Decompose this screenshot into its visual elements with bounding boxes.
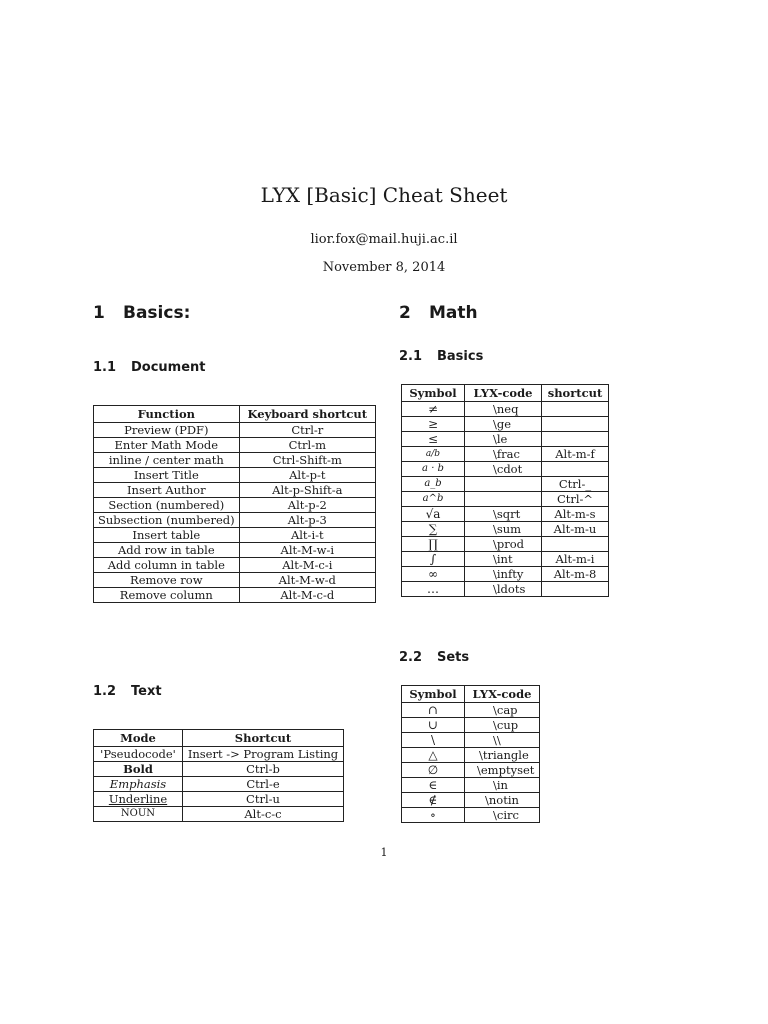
document-shortcuts-table bbox=[93, 405, 376, 603]
subsection-label: Document bbox=[131, 360, 206, 375]
code-cell: \neq bbox=[465, 402, 542, 417]
function-cell: Add column in table bbox=[94, 558, 240, 573]
shortcut-cell: Alt-m-f bbox=[542, 447, 609, 462]
code-cell: \notin bbox=[465, 793, 540, 808]
table-row bbox=[402, 462, 609, 477]
sets-table bbox=[401, 685, 540, 823]
table-row bbox=[94, 483, 376, 498]
code-cell: \prod bbox=[465, 537, 542, 552]
shortcut-cell bbox=[542, 402, 609, 417]
function-cell: Section (numbered) bbox=[94, 498, 240, 513]
table-row bbox=[402, 432, 609, 447]
table-row bbox=[402, 537, 609, 552]
table-row bbox=[94, 528, 376, 543]
function-cell: Remove column bbox=[94, 588, 240, 603]
table-header-row bbox=[402, 686, 540, 703]
subsection-number: 2.2 bbox=[399, 650, 423, 665]
shortcut-cell bbox=[542, 462, 609, 477]
code-cell: \cap bbox=[465, 703, 540, 718]
subsection-text-heading bbox=[93, 684, 162, 699]
table-row bbox=[402, 778, 540, 793]
shortcut-cell: Alt-M-c-i bbox=[239, 558, 375, 573]
symbol-cell: ≥ bbox=[402, 417, 465, 432]
code-cell: \ldots bbox=[465, 582, 542, 597]
subsection-math-basics-heading bbox=[399, 349, 483, 364]
function-cell: Insert table bbox=[94, 528, 240, 543]
mode-cell: Bold bbox=[94, 762, 183, 777]
function-cell: Insert Title bbox=[94, 468, 240, 483]
table-row bbox=[402, 402, 609, 417]
symbol-cell: … bbox=[402, 582, 465, 597]
subsection-label: Sets bbox=[437, 650, 470, 665]
code-cell: \infty bbox=[465, 567, 542, 582]
function-cell: Remove row bbox=[94, 573, 240, 588]
table-row bbox=[402, 477, 609, 492]
shortcut-cell: Alt-p-2 bbox=[239, 498, 375, 513]
shortcut-cell: Ctrl-b bbox=[183, 762, 344, 777]
table-row bbox=[402, 763, 540, 778]
table-row bbox=[94, 573, 376, 588]
column-header: Shortcut bbox=[183, 730, 344, 747]
page-number: 1 bbox=[380, 846, 388, 859]
section-label: Math bbox=[429, 303, 478, 323]
symbol-cell: ∘ bbox=[402, 808, 465, 823]
code-cell: \in bbox=[465, 778, 540, 793]
table-row bbox=[94, 588, 376, 603]
mode-cell: 'Pseudocode' bbox=[94, 747, 183, 762]
shortcut-cell: Alt-m-u bbox=[542, 522, 609, 537]
mode-cell: Underline bbox=[94, 792, 183, 807]
symbol-cell: ∞ bbox=[402, 567, 465, 582]
table-row bbox=[94, 543, 376, 558]
function-cell: Add row in table bbox=[94, 543, 240, 558]
code-cell bbox=[465, 492, 542, 507]
table-row bbox=[94, 468, 376, 483]
shortcut-cell: Alt-c-c bbox=[183, 807, 344, 822]
function-cell: Enter Math Mode bbox=[94, 438, 240, 453]
shortcut-cell: Ctrl-_ bbox=[542, 477, 609, 492]
shortcut-cell: Ctrl-e bbox=[183, 777, 344, 792]
section-basics-heading bbox=[93, 303, 190, 323]
table-header-row bbox=[94, 406, 376, 423]
table-row bbox=[402, 417, 609, 432]
code-cell: \int bbox=[465, 552, 542, 567]
shortcut-cell bbox=[542, 582, 609, 597]
symbol-cell: ∫ bbox=[402, 552, 465, 567]
text-shortcuts-table bbox=[93, 729, 344, 822]
shortcut-cell: Ctrl-m bbox=[239, 438, 375, 453]
section-math-heading bbox=[399, 303, 478, 323]
symbol-cell: △ bbox=[402, 748, 465, 763]
document-date: November 8, 2014 bbox=[322, 260, 446, 275]
shortcut-cell: Ctrl-u bbox=[183, 792, 344, 807]
table-row bbox=[402, 718, 540, 733]
subsection-number: 1.1 bbox=[93, 360, 117, 375]
shortcut-cell: Alt-p-Shift-a bbox=[239, 483, 375, 498]
document-title: LYX [Basic] Cheat Sheet bbox=[260, 183, 508, 207]
shortcut-cell: Alt-M-w-d bbox=[239, 573, 375, 588]
function-cell: Insert Author bbox=[94, 483, 240, 498]
table-row bbox=[94, 558, 376, 573]
shortcut-cell: Alt-M-w-i bbox=[239, 543, 375, 558]
author-email: lior.fox@mail.huji.ac.il bbox=[310, 232, 458, 247]
shortcut-cell: Alt-i-t bbox=[239, 528, 375, 543]
column-header: Function bbox=[94, 406, 240, 423]
section-number: 2 bbox=[399, 303, 411, 323]
table-header-row bbox=[402, 385, 609, 402]
table-row bbox=[402, 507, 609, 522]
table-row bbox=[402, 733, 540, 748]
table-row bbox=[94, 438, 376, 453]
symbol-cell: ∅ bbox=[402, 763, 465, 778]
symbol-cell: a/b bbox=[402, 447, 465, 462]
shortcut-cell bbox=[542, 432, 609, 447]
table-row bbox=[402, 582, 609, 597]
code-cell: \triangle bbox=[465, 748, 540, 763]
symbol-cell: ≤ bbox=[402, 432, 465, 447]
shortcut-cell: Alt-m-i bbox=[542, 552, 609, 567]
column-header: LYX-code bbox=[465, 385, 542, 402]
code-cell: \sum bbox=[465, 522, 542, 537]
table-row bbox=[402, 492, 609, 507]
symbol-cell: a · b bbox=[402, 462, 465, 477]
code-cell: \\ bbox=[465, 733, 540, 748]
subsection-sets-heading bbox=[399, 650, 469, 665]
symbol-cell: ∩ bbox=[402, 703, 465, 718]
shortcut-cell: Alt-M-c-d bbox=[239, 588, 375, 603]
function-cell: Subsection (numbered) bbox=[94, 513, 240, 528]
code-cell: \emptyset bbox=[465, 763, 540, 778]
table-row bbox=[94, 777, 344, 792]
column-header: Symbol bbox=[402, 385, 465, 402]
column-header: Symbol bbox=[402, 686, 465, 703]
shortcut-cell: Ctrl-^ bbox=[542, 492, 609, 507]
section-label: Basics: bbox=[123, 303, 191, 323]
code-cell: \circ bbox=[465, 808, 540, 823]
code-cell: \sqrt bbox=[465, 507, 542, 522]
code-cell: \cup bbox=[465, 718, 540, 733]
code-cell bbox=[465, 477, 542, 492]
function-cell: Preview (PDF) bbox=[94, 423, 240, 438]
symbol-cell: ∈ bbox=[402, 778, 465, 793]
symbol-cell: ≠ bbox=[402, 402, 465, 417]
shortcut-cell: Ctrl-r bbox=[239, 423, 375, 438]
shortcut-cell: Ctrl-Shift-m bbox=[239, 453, 375, 468]
table-row bbox=[402, 522, 609, 537]
symbol-cell: ∏ bbox=[402, 537, 465, 552]
shortcut-cell bbox=[542, 537, 609, 552]
shortcut-cell: Alt-p-t bbox=[239, 468, 375, 483]
code-cell: \ge bbox=[465, 417, 542, 432]
shortcut-cell: Insert -> Program Listing bbox=[183, 747, 344, 762]
subsection-label: Text bbox=[131, 684, 162, 699]
symbol-cell: a_b bbox=[402, 477, 465, 492]
symbol-cell: ∪ bbox=[402, 718, 465, 733]
code-cell: \frac bbox=[465, 447, 542, 462]
table-row bbox=[402, 567, 609, 582]
subsection-number: 2.1 bbox=[399, 349, 423, 364]
shortcut-cell: Alt-m-s bbox=[542, 507, 609, 522]
column-header: LYX-code bbox=[465, 686, 540, 703]
table-row bbox=[94, 807, 344, 822]
shortcut-cell bbox=[542, 417, 609, 432]
table-row bbox=[402, 703, 540, 718]
function-cell: inline / center math bbox=[94, 453, 240, 468]
subsection-document-heading bbox=[93, 360, 206, 375]
symbol-cell: ∉ bbox=[402, 793, 465, 808]
table-row bbox=[402, 748, 540, 763]
symbol-cell: √a bbox=[402, 507, 465, 522]
symbol-cell: a^b bbox=[402, 492, 465, 507]
table-row bbox=[94, 792, 344, 807]
table-row bbox=[94, 423, 376, 438]
table-row bbox=[94, 762, 344, 777]
table-row bbox=[94, 513, 376, 528]
subsection-number: 1.2 bbox=[93, 684, 117, 699]
table-row bbox=[402, 447, 609, 462]
code-cell: \le bbox=[465, 432, 542, 447]
symbol-cell: \ bbox=[402, 733, 465, 748]
symbol-cell: ∑ bbox=[402, 522, 465, 537]
shortcut-cell: Alt-m-8 bbox=[542, 567, 609, 582]
table-row bbox=[402, 552, 609, 567]
table-row bbox=[402, 808, 540, 823]
table-row bbox=[94, 453, 376, 468]
shortcut-cell: Alt-p-3 bbox=[239, 513, 375, 528]
column-header: shortcut bbox=[542, 385, 609, 402]
table-row bbox=[94, 498, 376, 513]
table-row bbox=[402, 793, 540, 808]
math-basics-table bbox=[401, 384, 609, 597]
column-header: Mode bbox=[94, 730, 183, 747]
column-header: Keyboard shortcut bbox=[239, 406, 375, 423]
mode-cell: Emphasis bbox=[94, 777, 183, 792]
table-row bbox=[94, 747, 344, 762]
code-cell: \cdot bbox=[465, 462, 542, 477]
subsection-label: Basics bbox=[437, 349, 484, 364]
mode-cell: NOUN bbox=[94, 807, 183, 822]
section-number: 1 bbox=[93, 303, 105, 323]
table-header-row bbox=[94, 730, 344, 747]
